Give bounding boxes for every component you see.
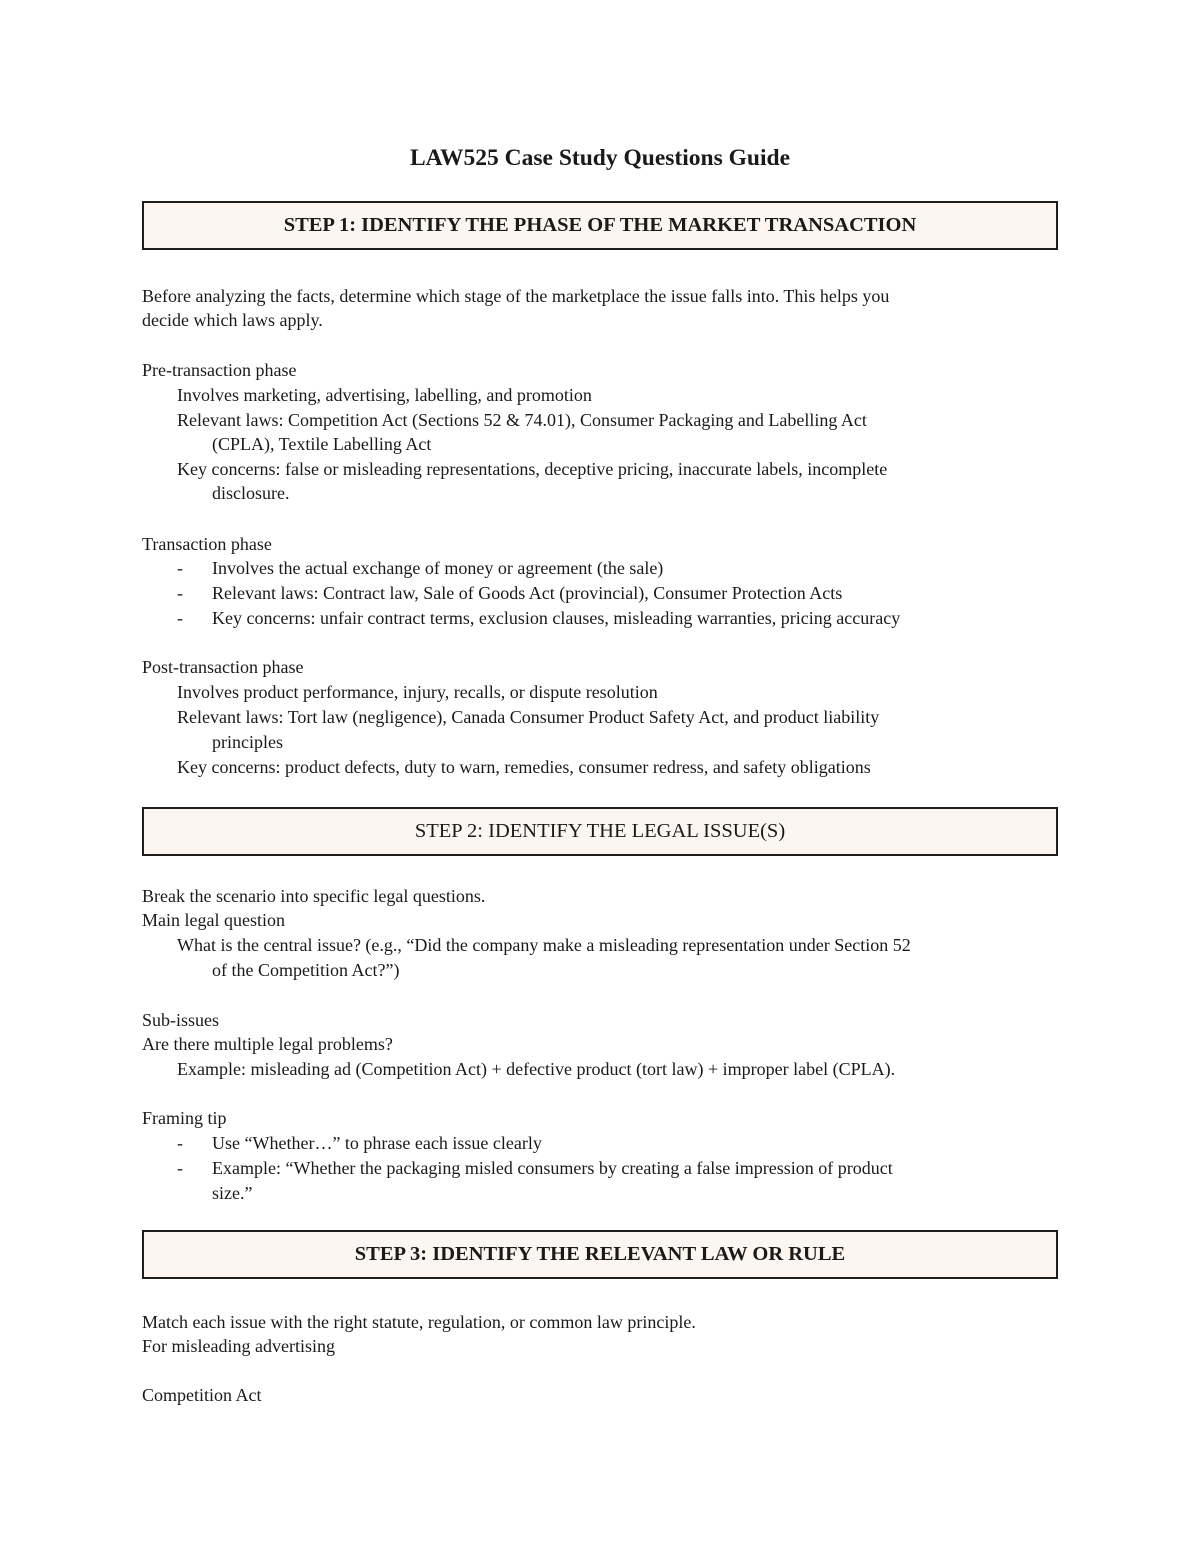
- step-3-sub-label: For misleading advertising: [142, 1336, 335, 1356]
- post-transaction-item: Relevant laws: Tort law (negligence), Canada Consumer Product Safety Act, and product liability: [177, 707, 880, 727]
- step-1-intro-line-2: decide which laws apply.: [142, 310, 323, 330]
- main-question-text: What is the central issue? (e.g., “Did the company make a misleading representation under Section 52: [177, 935, 911, 955]
- transaction-label: Transaction phase: [142, 534, 272, 554]
- step-1-heading-box: [142, 201, 1058, 250]
- pre-transaction-item: Relevant laws: Competition Act (Sections 52 & 74.01), Consumer Packaging and Labelling Act: [177, 410, 867, 430]
- pre-transaction-label: Pre-transaction phase: [142, 360, 297, 380]
- step-2-heading: STEP 2: IDENTIFY THE LEGAL ISSUE(S): [414, 820, 786, 842]
- bullet-dash: -: [177, 608, 183, 628]
- sub-issues-label: Sub-issues: [142, 1010, 220, 1030]
- step-2-heading-box: [142, 807, 1058, 856]
- pre-transaction-item: Key concerns: false or misleading representations, deceptive pricing, inaccurate labels, incomplete: [177, 459, 888, 479]
- step-3-intro: Match each issue with the right statute, regulation, or common law principle.: [142, 1312, 696, 1332]
- main-question-label: Main legal question: [142, 910, 285, 930]
- step-1-intro-line-1: Before analyzing the facts, determine which stage of the marketplace the issue falls into. This helps you: [142, 286, 890, 306]
- step-3-law: Competition Act: [142, 1385, 262, 1405]
- framing-tip-item-continued: size.”: [212, 1183, 253, 1203]
- sub-issues-example: Example: misleading ad (Competition Act) + defective product (tort law) + improper label (CPLA).: [177, 1059, 896, 1079]
- document-title: LAW525 Case Study Questions Guide: [410, 145, 790, 171]
- step-2-intro: Break the scenario into specific legal questions.: [142, 886, 486, 906]
- step-1-heading: STEP 1: IDENTIFY THE PHASE OF THE MARKET TRANSACTION: [283, 214, 917, 236]
- pre-transaction-item-continued: (CPLA), Textile Labelling Act: [212, 434, 432, 454]
- bullet-dash: -: [177, 1133, 183, 1153]
- sub-issues-question: Are there multiple legal problems?: [142, 1034, 393, 1054]
- pre-transaction-item-continued: disclosure.: [212, 483, 290, 503]
- post-transaction-item: Key concerns: product defects, duty to warn, remedies, consumer redress, and safety obligations: [177, 757, 871, 777]
- post-transaction-label: Post-transaction phase: [142, 657, 304, 677]
- transaction-item: Involves the actual exchange of money or agreement (the sale): [212, 558, 664, 578]
- post-transaction-item: Involves product performance, injury, recalls, or dispute resolution: [177, 682, 658, 702]
- framing-tip-item: Example: “Whether the packaging misled consumers by creating a false impression of product: [212, 1158, 893, 1178]
- step-3-heading-box: [142, 1230, 1058, 1279]
- main-question-text-continued: of the Competition Act?”): [212, 960, 400, 980]
- bullet-dash: -: [177, 1158, 183, 1178]
- bullet-dash: -: [177, 583, 183, 603]
- framing-tip-label: Framing tip: [142, 1108, 227, 1128]
- transaction-item: Key concerns: unfair contract terms, exclusion clauses, misleading warranties, pricing accuracy: [212, 608, 901, 628]
- framing-tip-item: Use “Whether…” to phrase each issue clearly: [212, 1133, 542, 1153]
- pre-transaction-item: Involves marketing, advertising, labelling, and promotion: [177, 385, 592, 405]
- bullet-dash: -: [177, 558, 183, 578]
- transaction-item: Relevant laws: Contract law, Sale of Goods Act (provincial), Consumer Protection Acts: [212, 583, 843, 603]
- post-transaction-item-continued: principles: [212, 732, 283, 752]
- step-3-heading: STEP 3: IDENTIFY THE RELEVANT LAW OR RULE: [354, 1243, 846, 1265]
